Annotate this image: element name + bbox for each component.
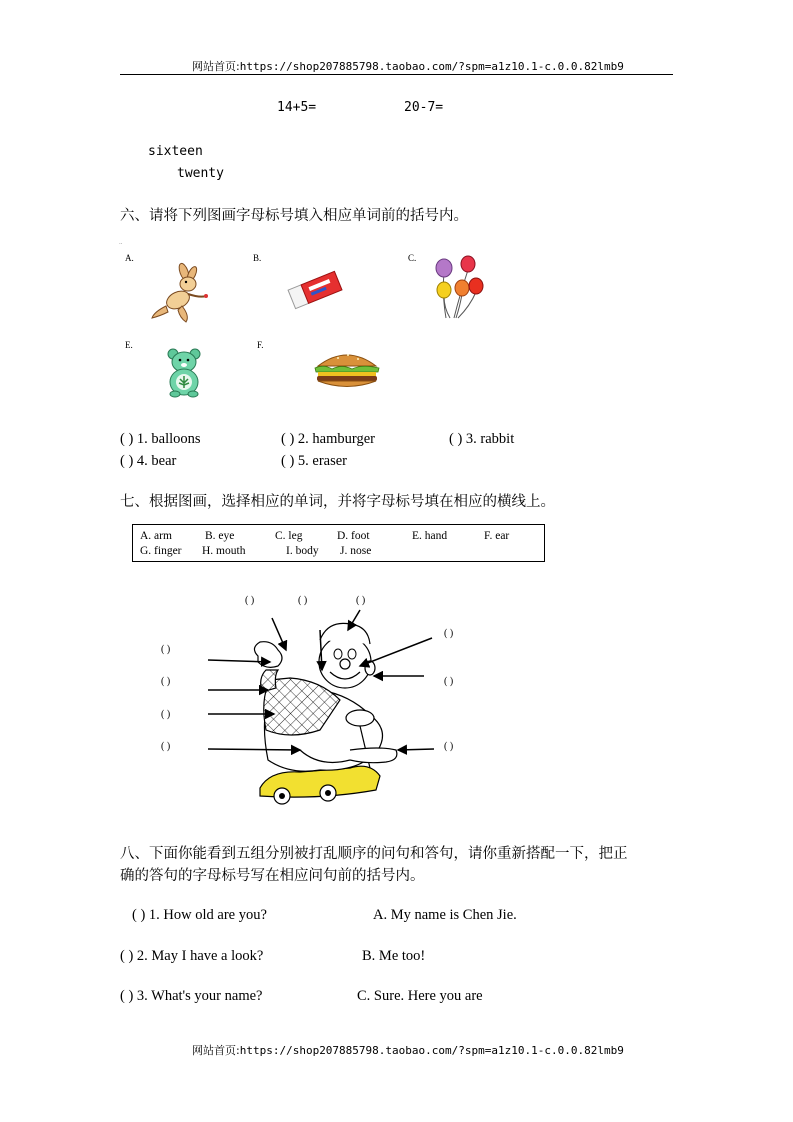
picture-letter-a: A. [125, 253, 134, 263]
hamburger-icon [312, 348, 382, 390]
picture-letter-c: C. [408, 253, 417, 263]
word-twenty: twenty [177, 166, 224, 181]
option-ear: F. ear [484, 530, 510, 542]
page-footer [192, 1042, 624, 1058]
section6-dots: .. [119, 238, 123, 246]
rabbit-icon [146, 262, 210, 324]
section8-title-line2: 确的答句的字母标号写在相应问句前的括号内。 [120, 868, 425, 884]
answer-b: B. Me too! [362, 948, 426, 964]
item-rabbit: ( ) 3. rabbit [449, 431, 515, 447]
blank-top-1: ( ) [245, 595, 255, 606]
option-mouth: H. mouth [202, 545, 246, 557]
balloons-icon [430, 254, 488, 320]
blank-right-3: ( ) [444, 741, 454, 752]
picture-letter-f: F. [257, 340, 264, 350]
item-bear: ( ) 4. bear [120, 453, 177, 469]
footer-label: 网站首页: [192, 1044, 240, 1057]
section8-title-line1: 八、下面你能看到五组分别被打乱顺序的问句和答句，请你重新搭配一下，把正 [120, 846, 628, 862]
section6-title: 六、请将下列图画字母标号填入相应单词前的括号内。 [120, 208, 468, 224]
item-eraser: ( ) 5. eraser [281, 453, 348, 469]
math-question-1: 14+5= [277, 100, 317, 115]
question-2: ( ) 2. May I have a look? [120, 948, 264, 964]
blank-left-1: ( ) [161, 644, 171, 655]
blank-left-4: ( ) [161, 741, 171, 752]
blank-top-3: ( ) [356, 595, 366, 606]
blank-right-2: ( ) [444, 676, 454, 687]
math-question-2: 20-7= [404, 100, 444, 115]
option-body: I. body [286, 545, 319, 557]
blank-left-3: ( ) [161, 709, 171, 720]
footer-url[interactable]: https://shop207885798.taobao.com/?spm=a1z10.1-c.0.0.82lmb9 [239, 1044, 624, 1057]
answer-c: C. Sure. Here you are [357, 988, 483, 1004]
question-1: ( ) 1. How old are you? [132, 907, 267, 923]
option-hand: E. hand [412, 530, 448, 542]
option-nose: J. nose [340, 545, 372, 557]
answer-a: A. My name is Chen Jie. [373, 907, 517, 923]
option-finger: G. finger [140, 545, 182, 557]
header-url[interactable]: https://shop207885798.taobao.com/?spm=a1z10.1-c.0.0.82lmb9 [239, 60, 624, 73]
word-sixteen: sixteen [148, 144, 203, 159]
picture-letter-b: B. [253, 253, 262, 263]
clown-diagram-icon [200, 600, 440, 810]
option-leg: C. leg [275, 530, 303, 542]
word-options-box [132, 524, 545, 562]
header-label: 网站首页: [192, 60, 240, 73]
option-eye: B. eye [205, 530, 235, 542]
question-3: ( ) 3. What's your name? [120, 988, 263, 1004]
blank-left-2: ( ) [161, 676, 171, 687]
page-header [192, 58, 624, 74]
option-foot: D. foot [337, 530, 370, 542]
item-balloons: ( ) 1. balloons [120, 431, 201, 447]
section7-title: 七、根据图画，选择相应的单词，并将字母标号填在相应的横线上。 [120, 494, 555, 510]
picture-letter-e: E. [125, 340, 133, 350]
bear-icon [165, 348, 203, 398]
blank-right-1: ( ) [444, 628, 454, 639]
header-divider [120, 74, 673, 75]
option-arm: A. arm [140, 530, 172, 542]
blank-top-2: ( ) [298, 595, 308, 606]
eraser-icon [286, 268, 344, 312]
item-hamburger: ( ) 2. hamburger [281, 431, 375, 447]
